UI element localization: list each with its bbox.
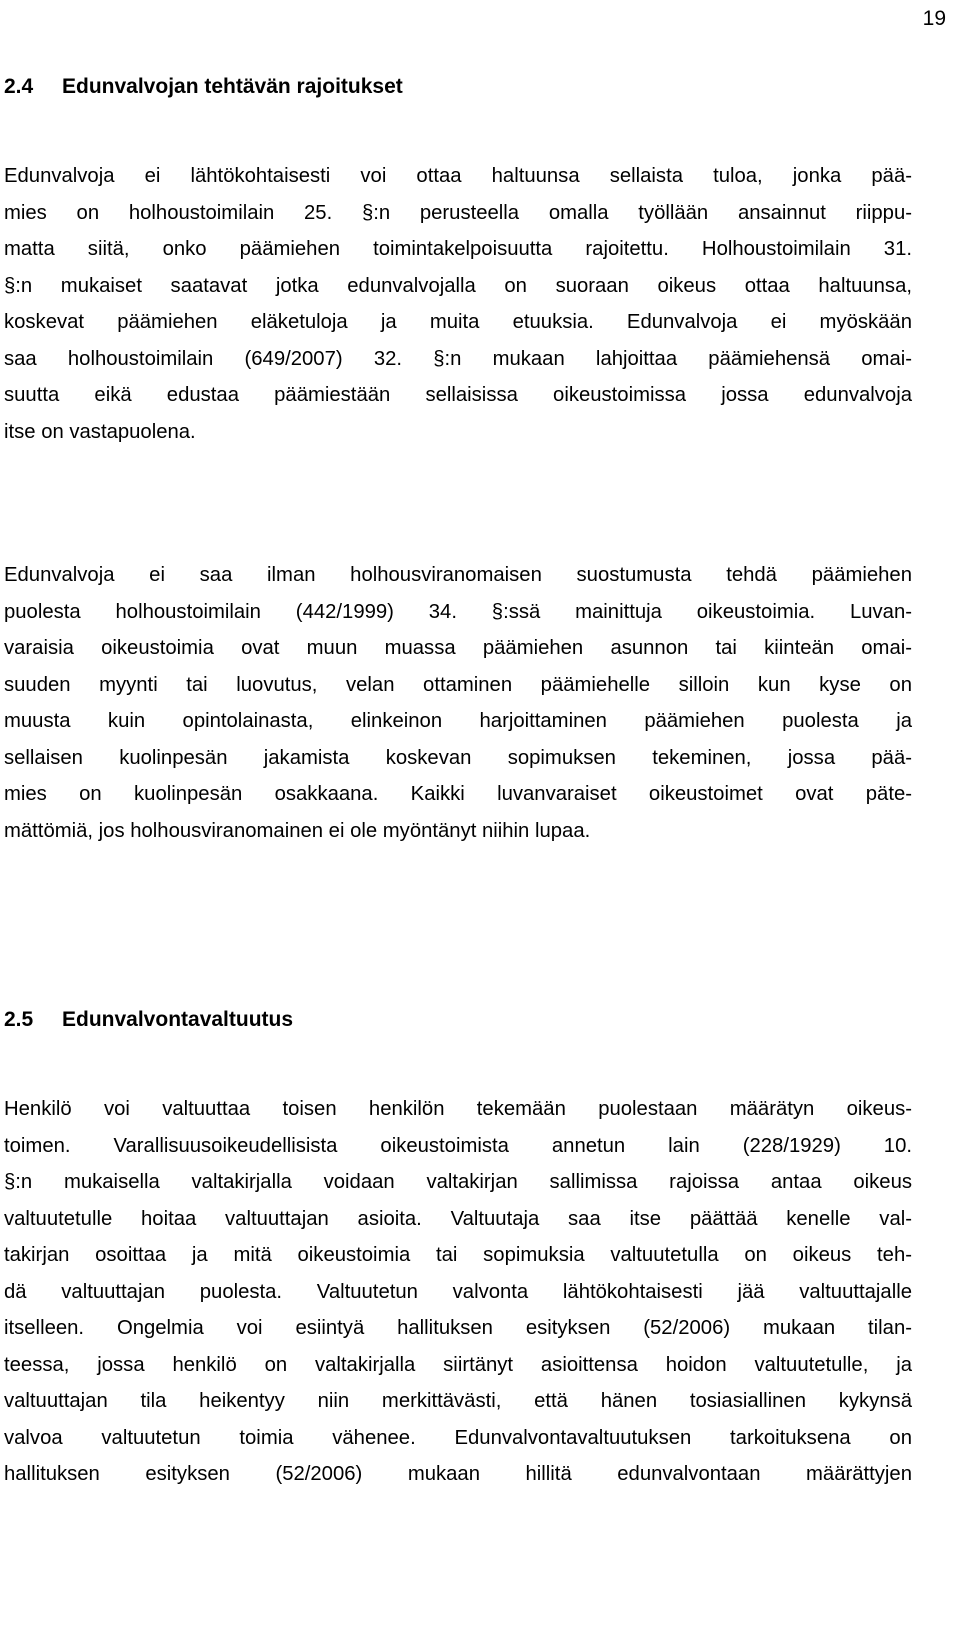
- text-line: matta siitä, onko päämiehen toimintakelpoisuutta rajoitettu. Holhoustoimilain 31.: [4, 238, 912, 260]
- text-line: takirjan osoittaa ja mitä oikeustoimia tai sopimuksia valtuutetulla on oikeus teh-: [4, 1244, 912, 1266]
- text-line: §:n mukaisella valtakirjalla voidaan valtakirjan sallimissa rajoissa antaa oikeus: [4, 1171, 912, 1193]
- text-line: teessa, jossa henkilö on valtakirjalla siirtänyt asioittensa hoidon valtuutetulle, ja: [4, 1353, 912, 1376]
- text-line: §:n mukaiset saatavat jotka edunvalvojalla on suoraan oikeus ottaa haltuunsa,: [4, 274, 912, 297]
- text-line: valvoa valtuutetun toimia vähenee. Edunvalvontavaltuutuksen tarkoituksena on: [4, 1426, 912, 1449]
- text-line: dä valtuuttajan puolesta. Valtuutetun valvonta lähtökohtaisesti jää valtuuttajalle: [4, 1280, 912, 1303]
- text-line: suutta eikä edustaa päämiestään sellaisissa oikeustoimissa jossa edunvalvoja: [4, 384, 912, 406]
- paragraph: [4, 1091, 912, 1493]
- text-line: valtuuttajan tila heikentyy niin merkittävästi, että hänen tosiasiallinen kykynsä: [4, 1390, 912, 1412]
- text-line: suuden myynti tai luovutus, velan ottaminen päämiehelle silloin kun kyse on: [4, 673, 912, 696]
- text-line: puolesta holhoustoimilain (442/1999) 34. §:ssä mainittuja oikeustoimia. Luvan-: [4, 600, 912, 623]
- section-heading-2-4: [4, 72, 403, 102]
- text-line: sellaisen kuolinpesän jakamista koskevan sopimuksen tekeminen, jossa pää-: [4, 746, 912, 769]
- text-line: Henkilö voi valtuuttaa toisen henkilön tekemään puolestaan määrätyn oikeus-: [4, 1098, 912, 1120]
- text-line: saa holhoustoimilain (649/2007) 32. §:n mukaan lahjoittaa päämiehensä omai-: [4, 347, 912, 370]
- text-line: hallituksen esityksen (52/2006) mukaan hillitä edunvalvontaan määrättyjen: [4, 1463, 912, 1485]
- section-title: Edunvalvontavaltuutus: [62, 1008, 294, 1031]
- text-line: toimen. Varallisuusoikeudellisista oikeustoimista annetun lain (228/1929) 10.: [4, 1134, 912, 1157]
- paragraph: [4, 158, 912, 450]
- text-line: mättömiä, jos holhousviranomainen ei ole myöntänyt niihin lupaa.: [4, 819, 591, 842]
- section-number: 2.5: [4, 1008, 34, 1031]
- text-line: varaisia oikeustoimia ovat muun muassa päämiehen asunnon tai kiinteän omai-: [4, 637, 912, 659]
- section-number: 2.4: [4, 75, 34, 98]
- text-line: valtuutetulle hoitaa valtuuttajan asioita. Valtuutaja saa itse päättää kenelle val-: [4, 1207, 912, 1230]
- text-line: Edunvalvoja ei saa ilman holhousviranomaisen suostumusta tehdä päämiehen: [4, 564, 912, 586]
- text-line: itse on vastapuolena.: [4, 420, 196, 443]
- text-line: mies on kuolinpesän osakkaana. Kaikki luvanvaraiset oikeustoimet ovat päte-: [4, 783, 912, 805]
- text-line: mies on holhoustoimilain 25. §:n perusteella omalla työllään ansainnut riippu-: [4, 201, 912, 224]
- text-line: muusta kuin opintolainasta, elinkeinon harjoittaminen päämiehen puolesta ja: [4, 710, 912, 732]
- section-heading-2-5: [4, 1005, 293, 1035]
- page-number: 19: [922, 7, 946, 30]
- section-title: Edunvalvojan tehtävän rajoitukset: [62, 75, 403, 98]
- text-line: koskevat päämiehen eläketuloja ja muita etuuksia. Edunvalvoja ei myöskään: [4, 311, 912, 333]
- paragraph: [4, 557, 912, 849]
- text-line: itselleen. Ongelmia voi esiintyä hallituksen esityksen (52/2006) mukaan tilan-: [4, 1317, 912, 1339]
- text-line: Edunvalvoja ei lähtökohtaisesti voi ottaa haltuunsa sellaista tuloa, jonka pää-: [4, 165, 912, 187]
